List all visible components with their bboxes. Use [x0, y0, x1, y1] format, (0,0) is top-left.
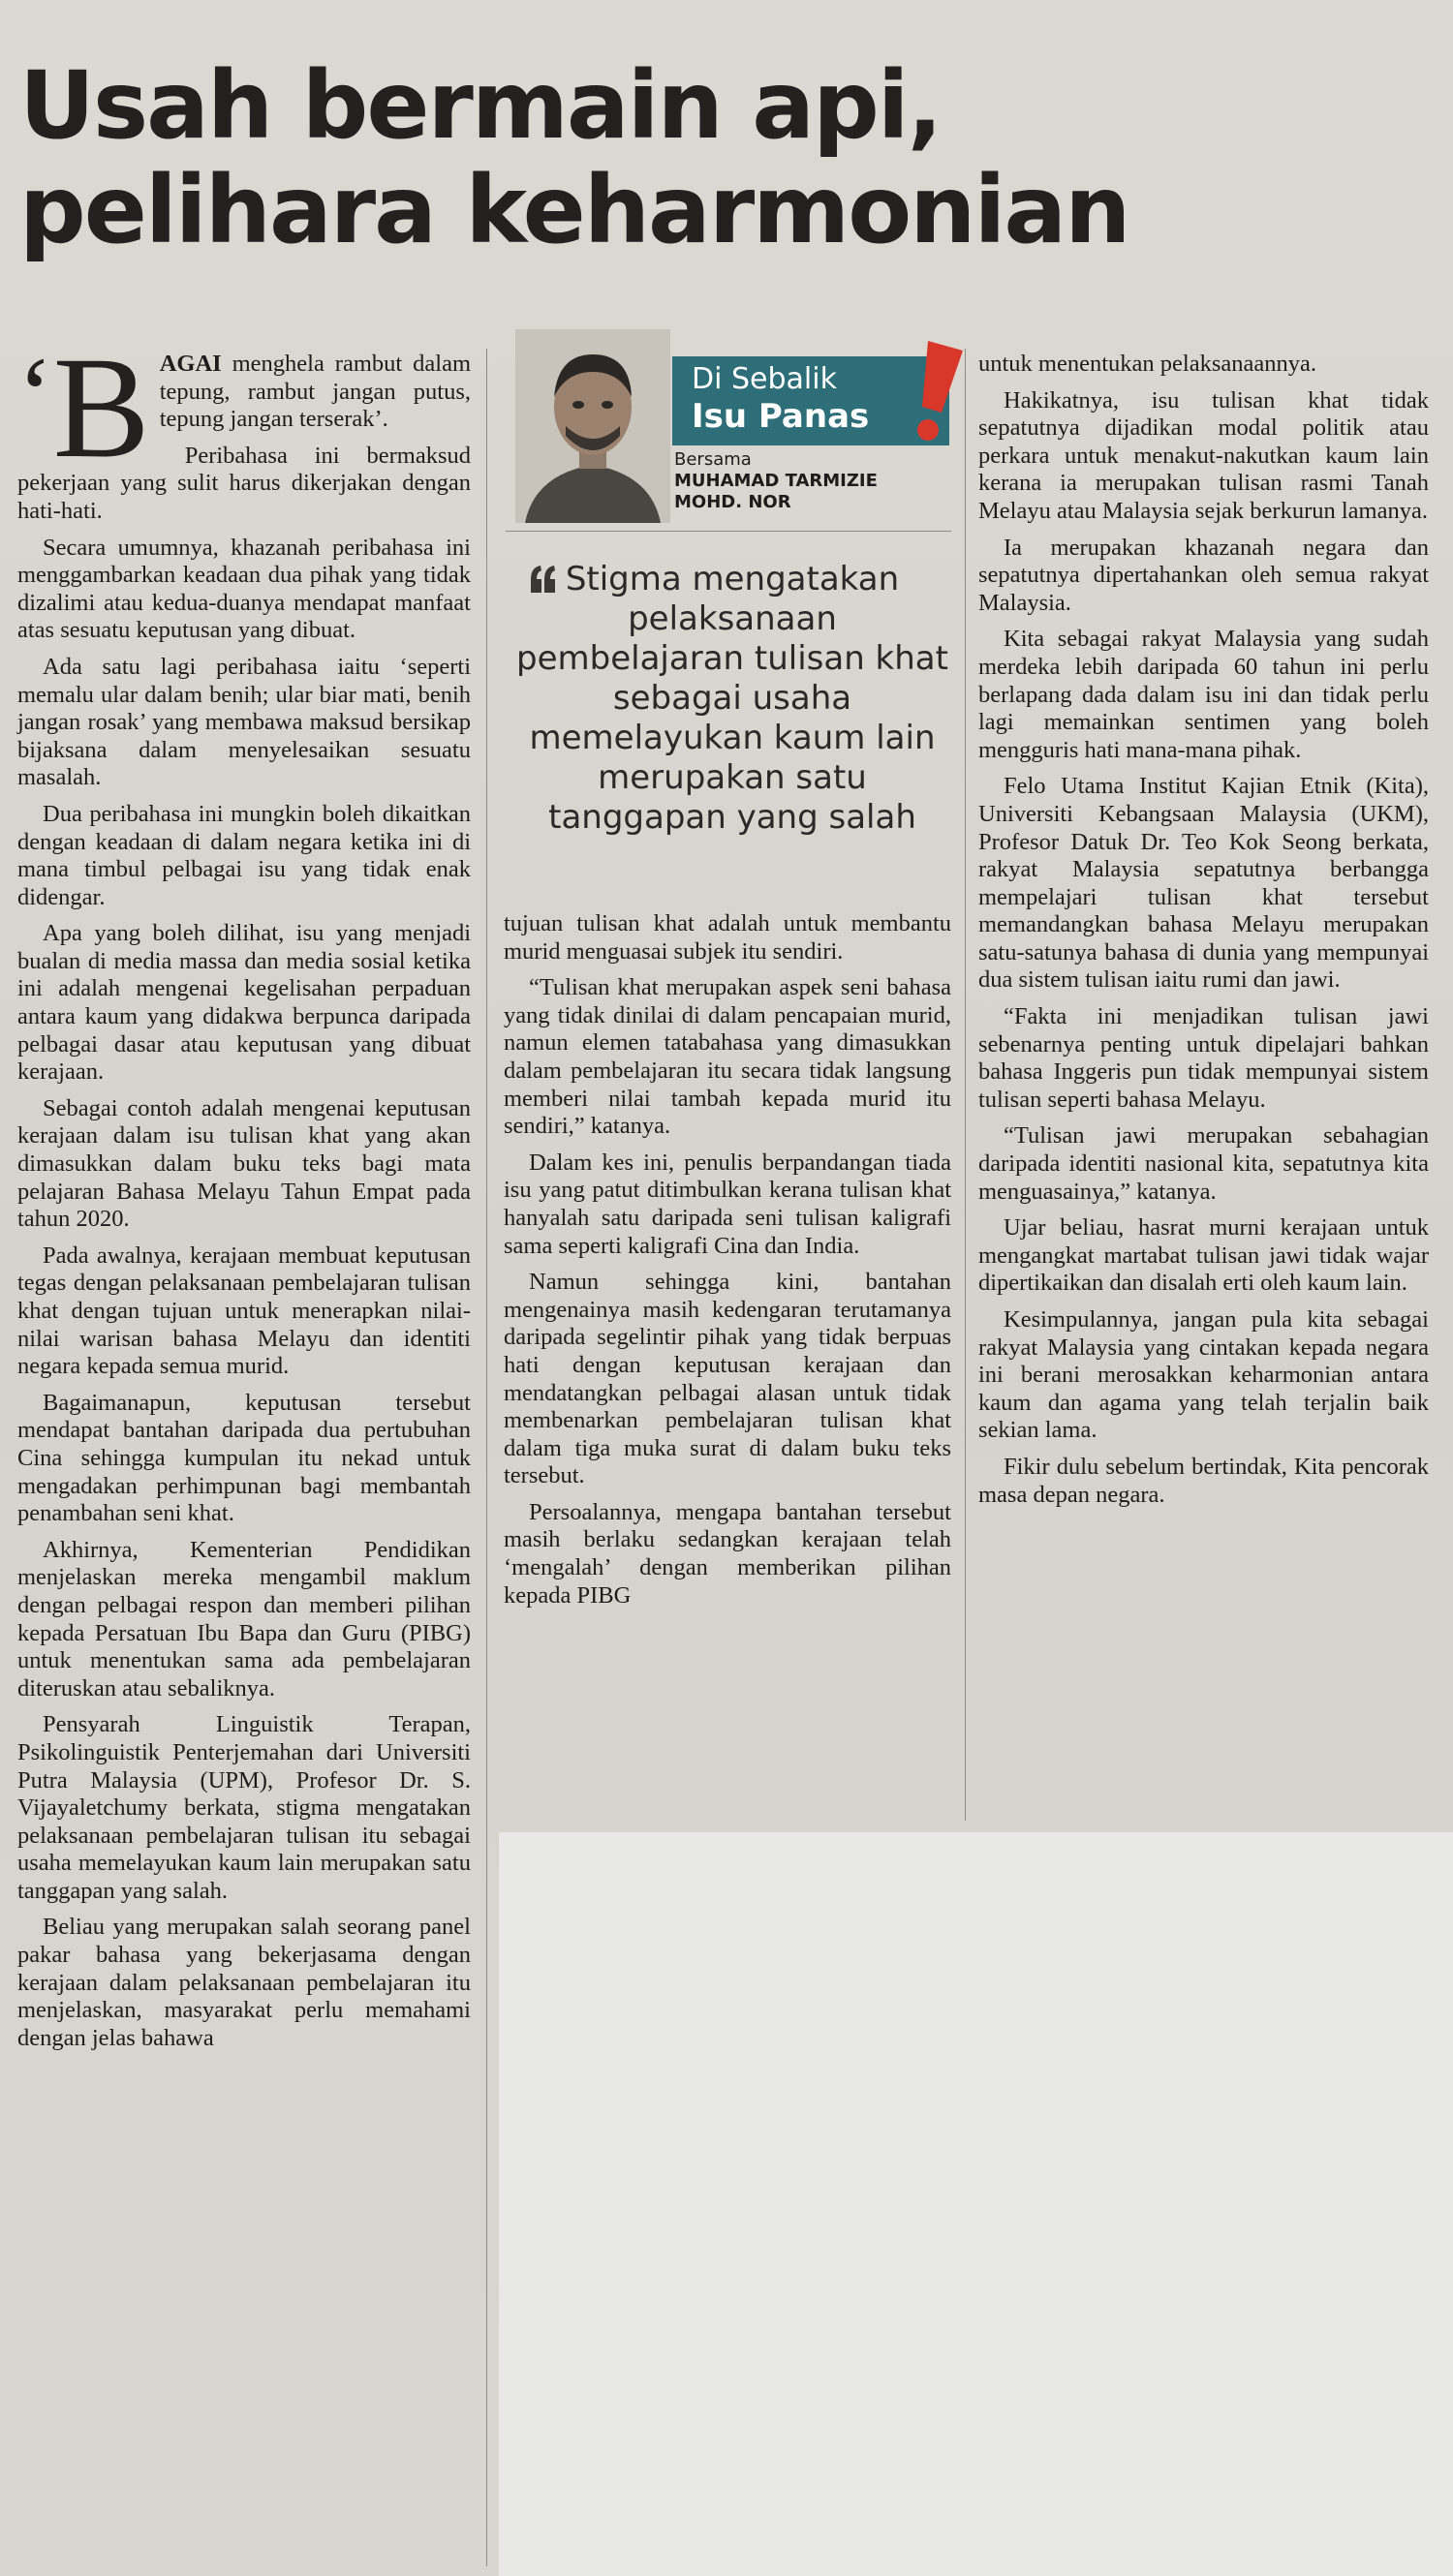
- paragraph: Akhirnya, Kementerian Pendidikan menjelaskan mereka mengambil maklum dengan pelbagai respon dan memberi pilihan kepada Persatuan Ibu Bapa dan Guru (PIBG) untuk menentukan sama ada pembelajaran diteruskan atau sebaliknya.: [17, 1536, 471, 1702]
- opening-quote-mark: ‘: [17, 335, 53, 453]
- paragraph: Kita sebagai rakyat Malaysia yang sudah merdeka lebih daripada 60 tahun ini perlu berlapang dada dalam isu ini dan tidak perlu lagi memainkan sentimen yang boleh mengguris hati mana-mana pihak.: [978, 626, 1429, 763]
- article-column-2: [504, 910, 951, 1618]
- paragraph: “Fakta ini menjadikan tulisan jawi sebenarnya penting untuk dipelajari bahkan bahasa Inggeris pun tidak mempunyai sistem tulisan seperti bahasa Melayu.: [978, 1003, 1429, 1113]
- paragraph: tujuan tulisan khat adalah untuk membantu murid menguasai subjek itu sendiri.: [504, 910, 951, 965]
- exclamation-icon: [907, 337, 965, 444]
- headline-line-2: pelihara keharmonian: [19, 156, 1129, 264]
- opening-caps: AGAI: [159, 351, 222, 377]
- divider: [506, 531, 951, 532]
- article-column-1: [17, 327, 471, 2061]
- paragraph: Secara umumnya, khazanah peribahasa ini menggambarkan keadaan dua pihak yang tidak dizalimi atau kedua-duanya mendapat manfaat atas sesuatu keputusan yang dibuat.: [17, 534, 471, 644]
- paragraph: Ujar beliau, hasrat murni kerajaan untuk mengangkat martabat tulisan jawi tidak wajar dipertikaikan dan disalah erti oleh kaum lain.: [978, 1214, 1429, 1297]
- series-title-line-2: Isu Panas: [692, 397, 870, 436]
- byline-prefix: Bersama: [674, 449, 752, 470]
- paragraph: Hakikatnya, isu tulisan khat tidak sepatutnya dijadikan modal politik atau perkara untuk menakut-nakutkan kaum lain kerana ia merupakan tulisan rasmi Tanah Melayu atau Malaysia sejak berkurun lamanya.: [978, 386, 1429, 524]
- paragraph: Ia merupakan khazanah negara dan sepatutnya dipertahankan oleh semua rakyat Malaysia.: [978, 534, 1429, 616]
- paragraph: Kesimpulannya, jangan pula kita sebagai rakyat Malaysia yang cintakan kepada negara ini berani merosakkan keharmonian antara kaum dan agama yang telah terjalin baik sekian lama.: [978, 1306, 1429, 1444]
- article-column-3: [978, 351, 1429, 1518]
- paragraph: Ada satu lagi peribahasa iaitu ‘seperti memalu ular dalam benih; ular biar mati, benih jangan rosak’ yang membawa maksud bersikap bijaksana dalam menyelesaikan sesuatu masalah.: [17, 653, 471, 791]
- drop-cap: ‘B: [17, 327, 150, 488]
- column-divider: [965, 349, 966, 1821]
- paragraph: Sebagai contoh adalah mengenai keputusan kerajaan dalam isu tulisan khat yang akan dimasukkan dalam buku teks bagi mata pelajaran Bahasa Melayu Tahun Empat pada tahun 2020.: [17, 1094, 471, 1233]
- byline: [674, 449, 878, 513]
- author-name-line-1: MUHAMAD TARMIZIE: [674, 471, 878, 491]
- paragraph: Beliau yang merupakan salah seorang panel pakar bahasa yang bekerjasama dengan kerajaan dalam pelaksanaan pembelajaran itu menjelaskan, masyarakat perlu memahami dengan jelas bahawa: [17, 1914, 471, 2051]
- paragraph: Pensyarah Linguistik Terapan, Psikolinguistik Penterjemahan dari Universiti Putra Malaysia (UPM), Profesor Dr. S. Vijayaletchumy berkata, stigma mengatakan pelaksanaan pembelajaran tulisan itu sebagai usaha memelayukan kaum lain merupakan satu tanggapan yang salah.: [17, 1711, 471, 1904]
- author-name-line-2: MOHD. NOR: [674, 492, 791, 512]
- paragraph: Dalam kes ini, penulis berpandangan tiada isu yang patut ditimbulkan kerana tulisan khat hanyalah satu daripada seni tulisan kaligrafi sama seperti kaligrafi Cina dan India.: [504, 1149, 951, 1259]
- paragraph: Persoalannya, mengapa bantahan tersebut masih berlaku sedangkan kerajaan telah ‘mengalah’ dengan memberikan pilihan kepada PIBG: [504, 1498, 951, 1609]
- headline: [19, 53, 1129, 262]
- paragraph: untuk menentukan pelaksanaannya.: [978, 351, 1317, 377]
- paragraph: Felo Utama Institut Kajian Etnik (Kita), Universiti Kebangsaan Malaysia (UKM), Profesor Datuk Dr. Teo Kok Seong berkata, rakyat Malaysia sepatutnya berbangga mempelajari tulisan khat tersebut memandangkan bahasa Melayu merupakan satu-satunya bahasa di dunia yang mempunyai dua sistem tulisan iaitu rumi dan jawi.: [978, 773, 1429, 994]
- columnist-box: [508, 329, 961, 523]
- paragraph: Fikir dulu sebelum bertindak, Kita pencorak masa depan negara.: [978, 1453, 1429, 1508]
- blank-area: [499, 1832, 1453, 2576]
- paragraph: Apa yang boleh dilihat, isu yang menjadi bualan di media massa dan media sosial ketika ini adalah mengenai kegelisahan perpaduan antara kaum yang didakwa berpunca daripada pelbagai dasar atau keputusan yang dibuat kerajaan.: [17, 920, 471, 1086]
- headline-line-1: Usah bermain api,: [19, 51, 942, 160]
- paragraph: Bagaimanapun, keputusan tersebut mendapat bantahan daripada dua pertubuhan Cina sehingga kumpulan itu nekad untuk mengadakan perhimpunan bagi membantah penambahan seni khat.: [17, 1389, 471, 1527]
- paragraph: “Tulisan khat merupakan aspek seni bahasa yang tidak dinilai di dalam pencapaian murid, namun elemen tatabahasa yang dimasukkan dalam pembelajaran itu secara tidak langsung memberi nilai tambah kepada murid itu sendiri,” katanya.: [504, 974, 951, 1140]
- paragraph: “Tulisan jawi merupakan sebahagian daripada identiti nasional kita, sepatutnya kita menguasainya,” katanya.: [978, 1122, 1429, 1205]
- column-divider: [486, 349, 487, 2566]
- paragraph: Pada awalnya, kerajaan membuat keputusan tegas dengan pelaksanaan pembelajaran tulisan khat dengan tujuan untuk menerapkan nilai-nilai warisan bahasa Melayu dan identiti negara kepada semua murid.: [17, 1242, 471, 1380]
- paragraph: Dua peribahasa ini mungkin boleh dikaitkan dengan keadaan di dalam negara ketika ini di mana timbul pelbagai isu yang tidak enak didengar.: [17, 800, 471, 910]
- pull-quote: Stigma mengatakan pelaksanaan pembelajaran tulisan khat sebagai usaha memelayukan kaum lain merupakan satu tanggapan yang salah: [516, 560, 948, 837]
- columnist-photo: [515, 329, 670, 523]
- series-title-line-1: Di Sebalik: [692, 362, 837, 396]
- paragraph: Namun sehingga kini, bantahan mengenainya masih kedengaran terutamanya daripada segelintir pihak yang tidak berpuas hati dengan keputusan kerajaan dan mendatangkan pelbagai alasan untuk tidak membenarkan pembelajaran tulisan khat dalam tiga muka surat di dalam buku teks tersebut.: [504, 1269, 951, 1489]
- paragraph: Peribahasa ini bermaksud pekerjaan yang sulit harus dikerjakan dengan hati-hati.: [17, 442, 471, 524]
- opening-text: menghela rambut dalam tepung, rambut jangan putus, tepung jangan terserak’.: [159, 351, 471, 433]
